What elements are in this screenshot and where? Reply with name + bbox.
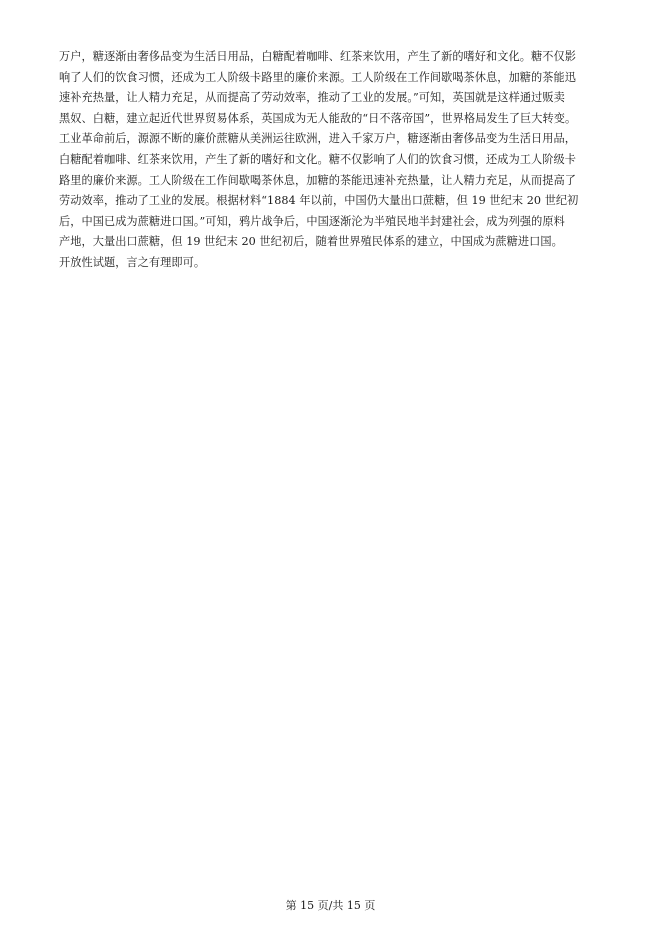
text-line: 万户，糖逐渐由奢侈品变为生活日用品，白糖配着咖啡、红茶来饮用，产生了新的嗜好和文化。糖不仅影: [59, 50, 576, 63]
text-line: 工业革命前后，源源不断的廉价蔗糖从美洲运往欧洲，进入千家万户，糖逐渐由奢侈品变为生活日用品，: [59, 132, 576, 146]
text-line: 白糖配着咖啡、红茶来饮用，产生了新的嗜好和文化。糖不仅影响了人们的饮食习惯，还成为工人阶级卡: [59, 152, 576, 166]
text-line: 速补充热量，让人精力充足，从而提高了劳动效率，推动了工业的发展。”可知，英国就是这样通过贩卖: [59, 91, 565, 105]
text-line: 响了人们的饮食习惯，还成为工人阶级卡路里的廉价来源。工人阶级在工作间歇喝茶休息，加糖的茶能迅: [59, 70, 576, 84]
text-line: 劳动效率，推动了工业的发展。根据材料“1884 年以前，中国仍大量出口蔗糖，但 19 世纪末 20 世纪初: [59, 194, 579, 208]
answer-text-block: [59, 47, 604, 274]
text-line: 开放性试题，言之有理即可。: [59, 255, 206, 269]
page-number-footer: 第 15 页/共 15 页: [285, 899, 376, 912]
text-line: 路里的廉价来源。工人阶级在工作间歇喝茶休息，加糖的茶能迅速补充热量，让人精力充足，从而提高了: [59, 173, 576, 187]
text-line: 黑奴、白糖，建立起近代世界贸易体系，英国成为无人能敌的“日不落帝国”，世界格局发生了巨大转变。: [59, 111, 577, 125]
text-line: 后，中国已成为蔗糖进口国。”可知，鸦片战争后，中国逐渐沦为半殖民地半封建社会，成为列强的原料: [59, 214, 565, 228]
text-line: 产地，大量出口蔗糖，但 19 世纪末 20 世纪初后，随着世界殖民体系的建立，中国成为蔗糖进口国。: [59, 235, 563, 249]
